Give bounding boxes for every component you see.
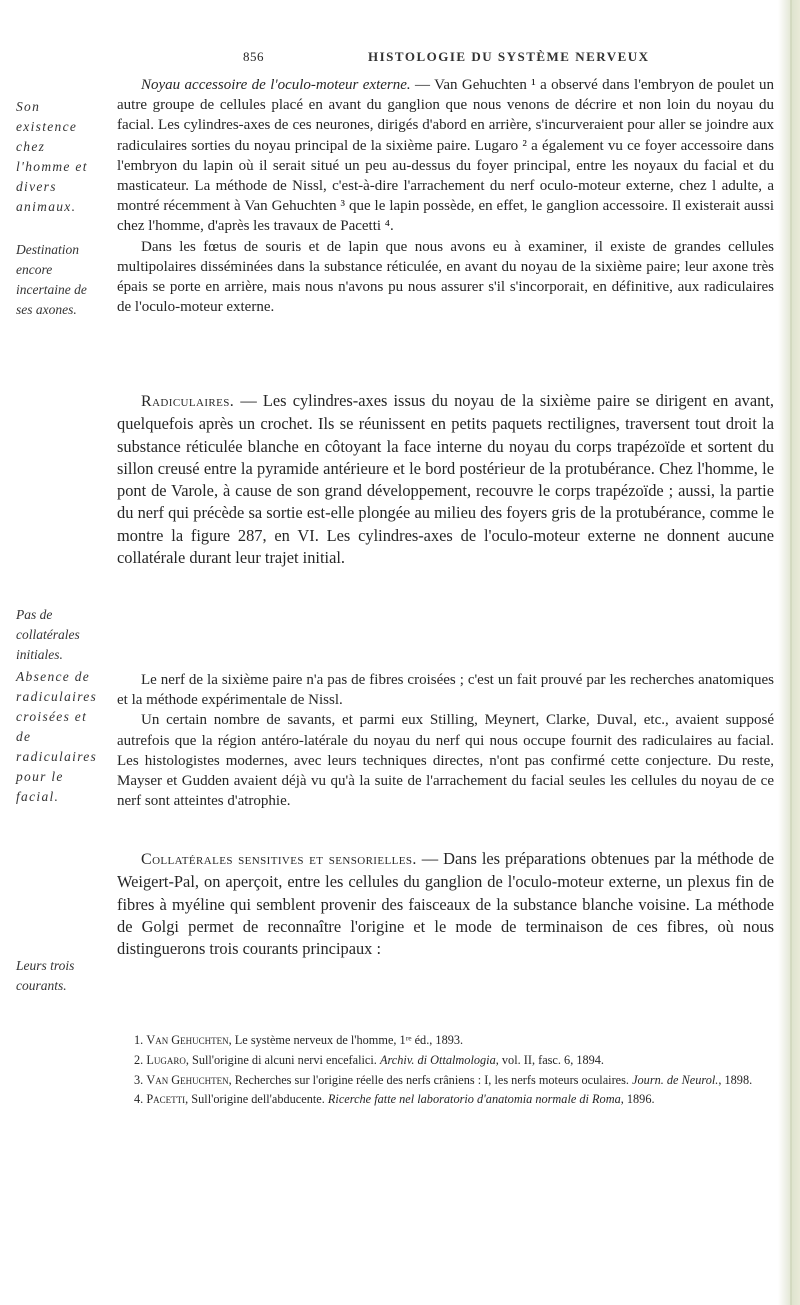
paragraph-text: — Les cylindres-axes issus du noyau de la sixième paire se dirigent en avant, quelquefois après un crochet. Ils se réunissent en petits paquets rectilignes, traversent tout droit la substance réticulée blanche en côtoyant la face interne du noyau du corps trapézoïde et sortent du sillon creusé entre la pyramide antérieure et le bord postérieur de la protubérance. Chez l'homme, le pont de Varole, à cause de son grand développement, recouvre le corps trapézoïde ; aussi, la partie du nerf qui précède sa sortie est-elle plongée au milieu des foyers gris de la protubérance, comme le montre la figure 287, en VI. Les cylindres-axes de l'oculo-moteur externe ne donnent aucune collatérale durant leur trajet initial. — [117, 391, 774, 568]
page-number: 856 — [243, 49, 264, 64]
footnote: 4. Pacetti, Sull'origine dell'abducente. Ricerche fatte nel laboratorio d'anatomia normale di Roma, 1896. — [134, 1092, 655, 1107]
paragraph-heading: Noyau accessoire de l'oculo-moteur externe. — [141, 77, 411, 93]
footnote: 1. Van Gehuchten, Le système nerveux de l'homme, 1ʳᵉ éd., 1893. — [134, 1033, 464, 1047]
margin-note: Son existence chez l'homme et divers animaux. — [16, 99, 88, 214]
paragraph-text: — Dans les préparations obtenues par la méthode de Weigert-Pal, on aperçoit, entre les cellules du ganglion de l'oculo-moteur externe, un plexus fin de fibres à myéline qui semblent provenir des faisceaux de la substance blanche voisine. La méthode de Golgi permet de reconnaître l'origine et le mode de terminaison de ces fibres, où nous distinguerons trois courants principaux : — [117, 849, 774, 959]
page-header — [0, 49, 800, 69]
footnote: 3. Van Gehuchten, Recherches sur l'origine réelle des nerfs crâniens : I, les nerfs moteurs oculaires. Journ. de Neurol., 1898. — [134, 1072, 753, 1087]
paragraph-noyau-accessoire — [117, 75, 774, 317]
margin-note: Pas de collatérales initiales. — [16, 607, 80, 662]
margin-note: Leurs trois courants. — [16, 958, 75, 993]
running-title: HISTOLOGIE DU SYSTÈME NERVEUX — [368, 49, 650, 64]
paragraph-text: Dans les fœtus de souris et de lapin que nous avons eu à examiner, il existe de grandes cellules multipolaires disséminées dans la substance réticulée, en avant du noyau de la sixième paire; leur axone très épais se porte en arrière, mais nous n'avons pu nous assurer s'il s'incorporait, en définitive, aux radiculaires de l'oculo-moteur externe. — [117, 238, 774, 316]
paragraph-heading: Collatérales sensitives et sensorielles. — [141, 851, 417, 868]
paragraph-fibres-croisees — [117, 670, 774, 811]
paragraph-collaterales — [117, 848, 774, 960]
margin-note: Absence de radiculaires croisées et de radiculaires pour le facial. — [16, 669, 98, 804]
paragraph-text: — Van Gehuchten ¹ a observé dans l'embryon de poulet un autre groupe de cellules placé en avant du ganglion que nous venons de décrire et non loin du noyau du facial. Les cylindres-axes de ces neurones, dirigés d'abord en arrière, s'incurveraient pour aller se joindre aux radiculaires sorties du noyau principal de la sixième paire. Lugaro ² a également vu ce foyer accessoire dans l'embryon du lapin où il serait situé un peu au-dessus du foyer principal, entre les noyaux du facial et du masticateur. La méthode de Nissl, c'est-à-dire l'arrachement du nerf oculo-moteur externe, chez l adulte, a montré récemment à Van Gehuchten ³ que le lapin possède, en effet, le ganglion accessoire. Il existerait aussi chez l'homme, d'après les travaux de Pacetti ⁴. — [117, 77, 774, 235]
page-edge-shadow — [778, 0, 800, 1305]
footnotes — [134, 1032, 774, 1111]
paragraph-heading: Radiculaires. — [141, 393, 235, 410]
margin-note: Destination encore incertaine de ses axones. — [16, 242, 87, 317]
paragraph-text: Le nerf de la sixième paire n'a pas de fibres croisées ; c'est un fait prouvé par les recherches anatomiques et la méthode expérimentale de Nissl. — [117, 672, 774, 709]
paragraph-radiculaires — [117, 390, 774, 569]
footnote: 2. Lugaro, Sull'origine di alcuni nervi encefalici. Archiv. di Ottalmologia, vol. II, fasc. 6, 1894. — [134, 1052, 605, 1067]
paragraph-text: Un certain nombre de savants, et parmi eux Stilling, Meynert, Clarke, Duval, etc., avaient supposé autrefois que la région antéro-latérale du noyau du nerf qui nous occupe fournit des radiculaires au facial. Les histologistes modernes, avec leurs techniques directes, n'ont pas confirmé cette conjecture. Du reste, Mayser et Gudden avaient déjà vu qu'à la suite de l'arrachement du facial seules les cellules du noyau de ce nerf sont atteintes d'atrophie. — [117, 712, 774, 810]
